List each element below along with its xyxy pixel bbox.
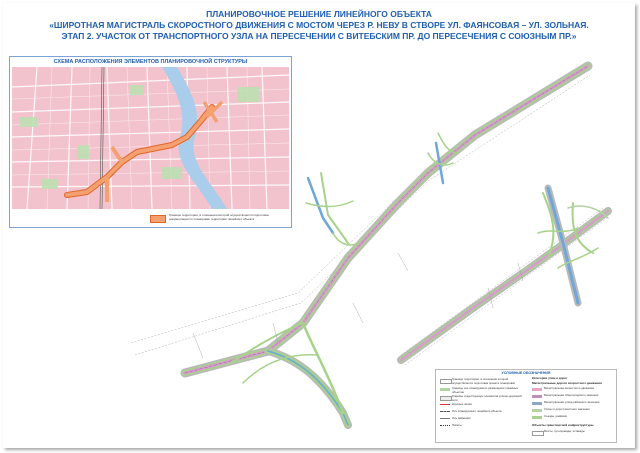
legend-left-item: Пикеты — [452, 423, 462, 427]
legend-right-item: Мосты, путепроводы, эстакады — [544, 429, 585, 433]
legend-swatch-ramps — [532, 416, 542, 419]
legend-swatch-boundary — [440, 379, 452, 384]
legend-right-item: Магистральная общегородского значения — [544, 393, 599, 397]
legend-right-item: Магистральная улица районного значения — [544, 400, 600, 404]
legend-left-item: Ось движения — [452, 416, 471, 420]
legend-right-item: Улицы и дороги местного значения — [544, 407, 590, 411]
legend-swatch-existing — [440, 396, 452, 401]
legend-swatch-local — [532, 409, 542, 412]
legend-swatch-axis — [440, 411, 450, 415]
drawing-sheet — [3, 3, 635, 448]
legend-left-item: Границы зон планируемого размещения линейных объектов — [452, 386, 518, 394]
map-legend — [435, 369, 617, 443]
legend-swatch-district — [532, 402, 542, 405]
legend-title: УСЛОВНЫЕ ОБОЗНАЧЕНИЯ — [501, 371, 551, 375]
legend-swatch-motion — [440, 418, 450, 422]
title-line-3: ЭТАП 2. УЧАСТОК ОТ ТРАНСПОРТНОГО УЗЛА НА ПЕРЕСЕЧЕНИИ С ВИТЕБСКИМ ПР. ДО ПЕРЕСЕЧЕНИЯ С СОЮЗНЫМ ПР.» — [61, 31, 577, 41]
legend-swatch-zone — [440, 388, 450, 391]
scheme-title: СХЕМА РАСПОЛОЖЕНИЯ ЭЛЕМЕНТОВ ПЛАНИРОВОЧНОЙ СТРУКТУРЫ — [53, 59, 248, 65]
legend-left-item: Красные линии — [452, 402, 472, 406]
legend-swatch-citywide — [532, 395, 542, 398]
legend-right-item: Объекты транспортной инфраструктуры — [532, 423, 594, 427]
legend-left-item: Границы территории, в отношении которой осуществляется подготовка проекта планировки — [452, 377, 516, 385]
legend-swatch-speed — [532, 388, 542, 391]
scheme-legend-text: Границы территории, в отношении которой осуществляется подготовка документации по планировке территории линейного объекта — [169, 213, 269, 221]
legend-swatch-pickets — [440, 425, 450, 429]
legend-right-subheading: Магистральные дороги скоростного движения — [532, 381, 602, 385]
title-line-2: «ШИРОТНАЯ МАГИСТРАЛЬ СКОРОСТНОГО ДВИЖЕНИЯ С МОСТОМ ЧЕРЕЗ Р. НЕВУ В СТВОРЕ УЛ. ФАЯНСОВАЯ – УЛ. ЗОЛЬНАЯ. — [49, 20, 589, 30]
legend-left-item: Ось планируемого линейного объекта — [452, 409, 502, 413]
legend-swatch-red-lines — [440, 404, 450, 408]
title-line-1: ПЛАНИРОВОЧНОЕ РЕШЕНИЕ ЛИНЕЙНОГО ОБЪЕКТА — [206, 9, 432, 19]
legend-right-heading: Категории улиц и дорог — [532, 376, 568, 380]
legend-right-item: Съезды, развязки — [544, 414, 568, 418]
legend-swatch-bridges — [532, 431, 544, 436]
legend-left-item: Границы существующих элементов улично-дорожной сети — [452, 394, 522, 402]
legend-right-item: Магистральная скоростного движения — [544, 386, 594, 390]
